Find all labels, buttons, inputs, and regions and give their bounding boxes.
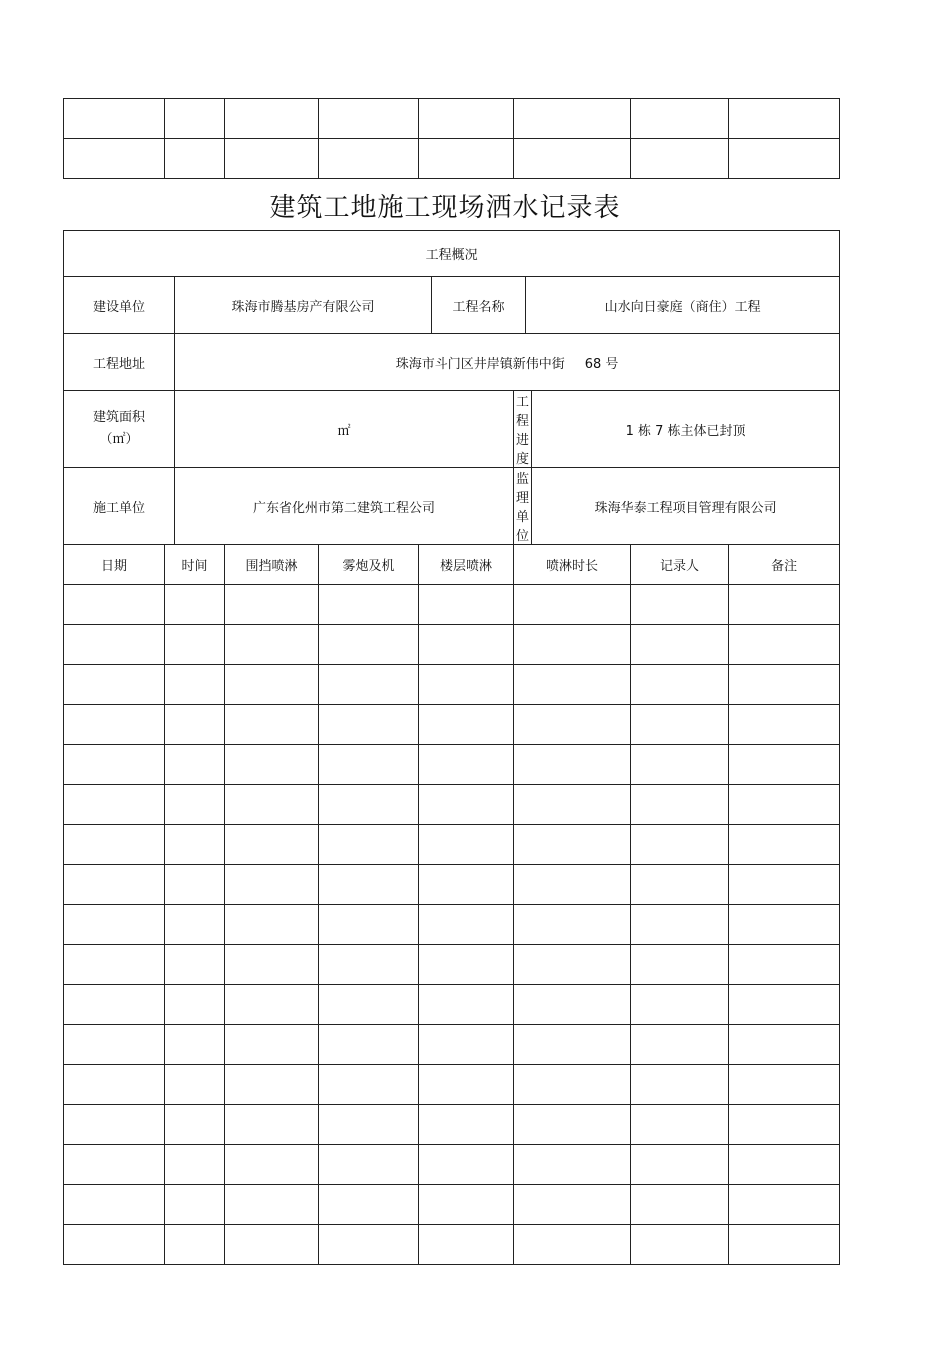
table-cell[interactable] xyxy=(419,745,514,785)
table-cell[interactable] xyxy=(165,745,225,785)
table-cell[interactable] xyxy=(729,1185,840,1225)
sprinkling-record-table xyxy=(63,230,840,1265)
table-cell[interactable] xyxy=(419,1025,514,1065)
table-cell[interactable] xyxy=(319,665,419,705)
table-cell[interactable] xyxy=(225,945,319,985)
table-cell[interactable] xyxy=(225,1145,319,1185)
table-cell[interactable] xyxy=(165,785,225,825)
table-cell[interactable] xyxy=(419,1105,514,1145)
table-row xyxy=(64,1065,840,1105)
table-cell[interactable] xyxy=(225,1065,319,1105)
table-cell[interactable] xyxy=(64,865,165,905)
table-cell[interactable] xyxy=(319,865,419,905)
table-cell[interactable] xyxy=(225,785,319,825)
table-row xyxy=(64,1185,840,1225)
table-cell[interactable] xyxy=(729,985,840,1025)
table-cell[interactable] xyxy=(319,1225,419,1265)
table-cell[interactable] xyxy=(514,705,631,745)
table-cell[interactable] xyxy=(419,825,514,865)
table-cell[interactable] xyxy=(225,1225,319,1265)
table-cell[interactable] xyxy=(225,745,319,785)
column-header-remarks: 备注 xyxy=(729,545,840,585)
table-cell[interactable] xyxy=(419,1225,514,1265)
table-cell[interactable] xyxy=(165,705,225,745)
address-value-cell[interactable] xyxy=(175,334,840,391)
table-cell[interactable] xyxy=(225,139,319,179)
table-cell[interactable] xyxy=(419,1185,514,1225)
table-cell[interactable] xyxy=(729,1105,840,1145)
table-cell[interactable] xyxy=(631,905,729,945)
table-cell[interactable] xyxy=(64,1145,165,1185)
table-cell[interactable] xyxy=(729,99,840,139)
table-cell[interactable] xyxy=(419,1065,514,1105)
area-label-line2: （㎡） xyxy=(99,432,139,447)
table-cell[interactable] xyxy=(631,945,729,985)
table-cell[interactable] xyxy=(165,865,225,905)
table-cell[interactable] xyxy=(514,1145,631,1185)
table-cell[interactable] xyxy=(64,705,165,745)
table-cell[interactable] xyxy=(319,1065,419,1105)
table-cell[interactable] xyxy=(729,139,840,179)
table-cell[interactable] xyxy=(631,1025,729,1065)
builder-row xyxy=(64,468,840,545)
previous-page-table xyxy=(63,98,840,179)
table-row xyxy=(64,705,840,745)
table-cell[interactable] xyxy=(729,665,840,705)
table-cell[interactable] xyxy=(514,1105,631,1145)
table-cell[interactable] xyxy=(514,1225,631,1265)
table-cell[interactable] xyxy=(64,785,165,825)
area-label-line1: 建筑面积 xyxy=(92,410,145,425)
table-cell[interactable] xyxy=(729,625,840,665)
table-cell[interactable] xyxy=(729,865,840,905)
table-cell[interactable] xyxy=(419,139,514,179)
progress-value[interactable]: 1 栋 7 栋主体已封顶 xyxy=(532,391,840,468)
table-cell[interactable] xyxy=(514,665,631,705)
table-cell[interactable] xyxy=(225,985,319,1025)
table-cell[interactable] xyxy=(631,139,729,179)
address-label: 工程地址 xyxy=(64,334,175,391)
table-row xyxy=(64,1105,840,1145)
table-cell[interactable] xyxy=(225,905,319,945)
table-cell[interactable] xyxy=(631,1105,729,1145)
table-cell[interactable] xyxy=(514,825,631,865)
table-cell[interactable] xyxy=(631,1225,729,1265)
table-cell[interactable] xyxy=(631,1145,729,1185)
table-cell[interactable] xyxy=(729,1065,840,1105)
table-cell[interactable] xyxy=(514,945,631,985)
table-cell[interactable] xyxy=(64,585,165,625)
table-row xyxy=(64,1225,840,1265)
table-cell[interactable] xyxy=(64,1225,165,1265)
table-cell[interactable] xyxy=(225,99,319,139)
table-cell[interactable] xyxy=(631,705,729,745)
column-header-fence-spray: 围挡喷淋 xyxy=(225,545,319,585)
table-cell[interactable] xyxy=(165,825,225,865)
column-header-date: 日期 xyxy=(64,545,165,585)
table-cell[interactable] xyxy=(729,705,840,745)
table-cell[interactable] xyxy=(631,625,729,665)
supervisor-value[interactable]: 珠海华泰工程项目管理有限公司 xyxy=(532,468,840,545)
table-cell[interactable] xyxy=(64,1185,165,1225)
area-row xyxy=(64,391,840,468)
table-cell[interactable] xyxy=(319,905,419,945)
table-cell[interactable] xyxy=(631,585,729,625)
table-row xyxy=(64,585,840,625)
page-title: 建筑工地施工现场洒水记录表 xyxy=(269,193,621,223)
table-cell[interactable] xyxy=(225,1105,319,1145)
progress-label: 工程进度 xyxy=(514,391,532,468)
table-cell[interactable] xyxy=(631,1065,729,1105)
table-cell[interactable] xyxy=(514,585,631,625)
column-header-time: 时间 xyxy=(165,545,225,585)
table-row xyxy=(64,825,840,865)
table-cell[interactable] xyxy=(419,585,514,625)
table-cell[interactable] xyxy=(165,1145,225,1185)
table-cell[interactable] xyxy=(419,1145,514,1185)
table-cell[interactable] xyxy=(631,785,729,825)
table-row xyxy=(64,905,840,945)
table-cell[interactable] xyxy=(64,139,165,179)
table-cell[interactable] xyxy=(419,865,514,905)
overview-row xyxy=(64,231,840,277)
table-cell[interactable] xyxy=(64,1105,165,1145)
table-cell[interactable] xyxy=(64,905,165,945)
table-cell[interactable] xyxy=(319,945,419,985)
table-cell[interactable] xyxy=(419,705,514,745)
table-row xyxy=(64,625,840,665)
table-cell[interactable] xyxy=(319,139,419,179)
table-row xyxy=(64,945,840,985)
table-cell[interactable] xyxy=(64,745,165,785)
table-cell[interactable] xyxy=(319,705,419,745)
address-row xyxy=(64,334,840,391)
table-cell[interactable] xyxy=(225,705,319,745)
table-cell[interactable] xyxy=(165,1225,225,1265)
address-number: 68 号 xyxy=(584,356,619,372)
table-row xyxy=(64,785,840,825)
table-cell[interactable] xyxy=(225,1185,319,1225)
table-cell[interactable] xyxy=(64,1065,165,1105)
table-cell[interactable] xyxy=(165,1025,225,1065)
column-header-recorder: 记录人 xyxy=(631,545,729,585)
table-cell[interactable] xyxy=(225,585,319,625)
table-cell[interactable] xyxy=(729,745,840,785)
overview-label: 工程概况 xyxy=(64,231,840,277)
table-cell[interactable] xyxy=(729,785,840,825)
table-cell[interactable] xyxy=(319,1025,419,1065)
table-cell[interactable] xyxy=(729,825,840,865)
table-cell[interactable] xyxy=(64,825,165,865)
table-cell[interactable] xyxy=(165,945,225,985)
table-cell[interactable] xyxy=(514,1065,631,1105)
table-cell[interactable] xyxy=(64,1025,165,1065)
builder-label: 施工单位 xyxy=(64,468,175,545)
address-value: 珠海市斗门区井岸镇新伟中街 xyxy=(395,356,565,372)
table-cell[interactable] xyxy=(319,745,419,785)
table-cell[interactable] xyxy=(165,1065,225,1105)
table-cell[interactable] xyxy=(514,905,631,945)
table-cell[interactable] xyxy=(165,585,225,625)
table-cell[interactable] xyxy=(514,99,631,139)
column-header-fog-cannon: 雾炮及机 xyxy=(319,545,419,585)
table-cell[interactable] xyxy=(631,865,729,905)
table-cell[interactable] xyxy=(729,1225,840,1265)
table-cell[interactable] xyxy=(631,665,729,705)
table-cell[interactable] xyxy=(419,99,514,139)
table-cell[interactable] xyxy=(729,1145,840,1185)
table-cell[interactable] xyxy=(514,865,631,905)
construction-unit-row xyxy=(64,277,840,334)
table-cell[interactable] xyxy=(419,665,514,705)
table-cell[interactable] xyxy=(225,625,319,665)
construction-unit-label: 建设单位 xyxy=(64,277,175,334)
table-cell[interactable] xyxy=(729,1025,840,1065)
table-row xyxy=(64,745,840,785)
record-rows xyxy=(64,585,840,1265)
table-cell[interactable] xyxy=(319,1145,419,1185)
table-cell[interactable] xyxy=(64,665,165,705)
table-cell[interactable] xyxy=(64,945,165,985)
table-cell[interactable] xyxy=(319,99,419,139)
table-cell[interactable] xyxy=(225,1025,319,1065)
table-cell[interactable] xyxy=(319,1185,419,1225)
table-cell[interactable] xyxy=(165,905,225,945)
table-cell[interactable] xyxy=(514,745,631,785)
table-cell[interactable] xyxy=(319,625,419,665)
builder-value[interactable]: 广东省化州市第二建筑工程公司 xyxy=(175,468,514,545)
table-cell[interactable] xyxy=(64,99,165,139)
project-name-value[interactable]: 山水向日豪庭（商住）工程 xyxy=(526,277,840,334)
table-cell[interactable] xyxy=(319,785,419,825)
table-cell[interactable] xyxy=(319,825,419,865)
table-cell[interactable] xyxy=(631,745,729,785)
table-cell[interactable] xyxy=(165,625,225,665)
table-row xyxy=(64,139,840,179)
table-row xyxy=(64,985,840,1025)
table-cell[interactable] xyxy=(514,985,631,1025)
table-row xyxy=(64,99,840,139)
table-cell[interactable] xyxy=(729,905,840,945)
table-cell[interactable] xyxy=(631,985,729,1025)
table-cell[interactable] xyxy=(165,1105,225,1145)
project-name-label: 工程名称 xyxy=(432,277,526,334)
table-cell[interactable] xyxy=(165,1185,225,1225)
table-cell[interactable] xyxy=(64,985,165,1025)
table-cell[interactable] xyxy=(319,985,419,1025)
table-cell[interactable] xyxy=(419,785,514,825)
table-cell[interactable] xyxy=(514,785,631,825)
table-cell[interactable] xyxy=(225,865,319,905)
table-cell[interactable] xyxy=(631,825,729,865)
table-cell[interactable] xyxy=(64,625,165,665)
construction-unit-value[interactable]: 珠海市腾基房产有限公司 xyxy=(175,277,432,334)
column-header-floor-spray: 楼层喷淋 xyxy=(419,545,514,585)
table-cell[interactable] xyxy=(514,1025,631,1065)
table-cell[interactable] xyxy=(514,139,631,179)
table-row xyxy=(64,1025,840,1065)
table-cell[interactable] xyxy=(419,985,514,1025)
table-cell[interactable] xyxy=(729,945,840,985)
area-label xyxy=(64,391,175,468)
table-cell[interactable] xyxy=(631,99,729,139)
table-cell[interactable] xyxy=(165,99,225,139)
table-cell[interactable] xyxy=(729,585,840,625)
supervisor-label: 监理单位 xyxy=(514,468,532,545)
table-row xyxy=(64,1145,840,1185)
column-header-spray-duration: 喷淋时长 xyxy=(514,545,631,585)
table-cell[interactable] xyxy=(165,985,225,1025)
table-cell[interactable] xyxy=(319,1105,419,1145)
table-cell[interactable] xyxy=(419,945,514,985)
table-cell[interactable] xyxy=(419,625,514,665)
table-cell[interactable] xyxy=(319,585,419,625)
table-cell[interactable] xyxy=(514,625,631,665)
table-cell[interactable] xyxy=(225,825,319,865)
table-row xyxy=(64,865,840,905)
column-header-row xyxy=(64,545,840,585)
table-cell[interactable] xyxy=(165,139,225,179)
table-cell[interactable] xyxy=(225,665,319,705)
table-cell[interactable] xyxy=(165,665,225,705)
table-row xyxy=(64,665,840,705)
table-cell[interactable] xyxy=(419,905,514,945)
area-value[interactable]: ㎡ xyxy=(175,391,514,468)
table-cell[interactable] xyxy=(514,1185,631,1225)
table-cell[interactable] xyxy=(631,1185,729,1225)
